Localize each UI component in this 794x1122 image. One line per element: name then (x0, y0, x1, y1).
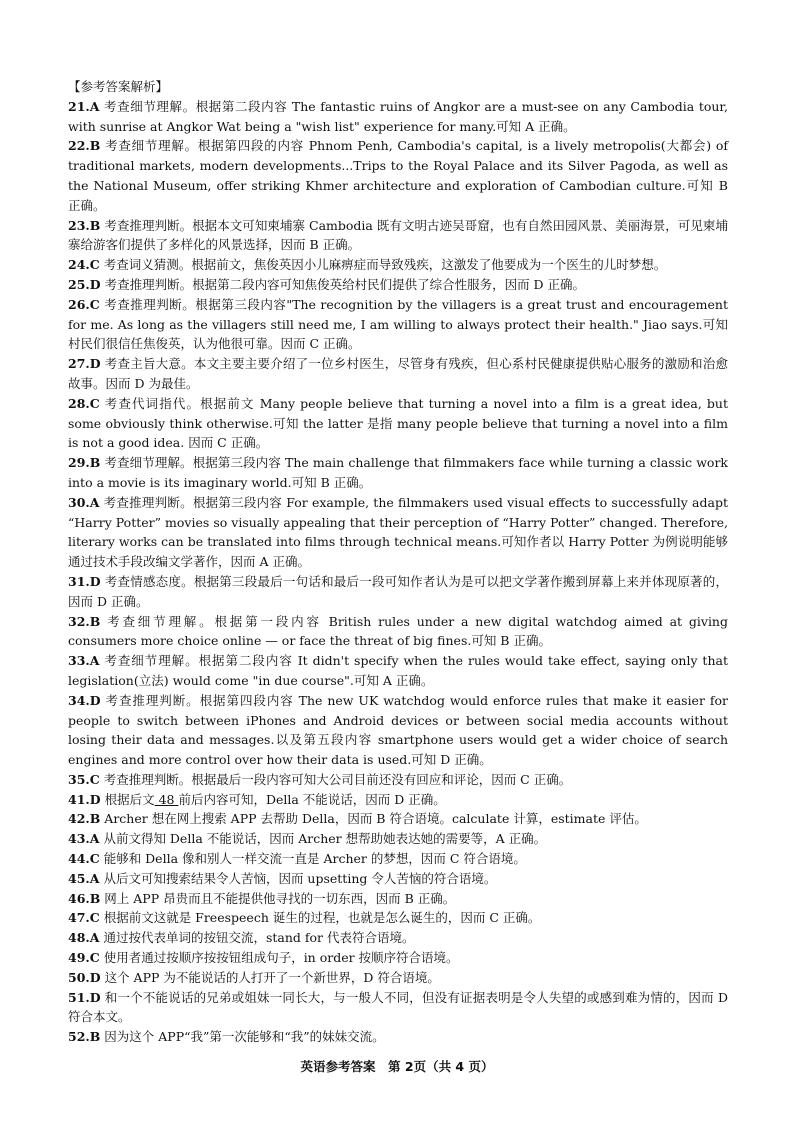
answer-item (68, 869, 728, 889)
page-footer: 英语参考答案 第 2页（共 4 页） (300, 1059, 494, 1074)
answer-text: 考查推理判断。根据最后一段内容可知大公司目前还没有回应和评论，因而 C 正确。 (103, 771, 572, 787)
answer-text: 根据后文 (104, 791, 155, 807)
answer-text: 考查推理判断。根据第四段内容 The new UK watchdog would enforce rules that make it easier for people to switch between iPhones and Android devices or between social media accounts without losing their data and messages.以及第五段内容 smartphone users would get a wider choice of search engines and more control over how their data is used.可知 D 正确。 (68, 692, 728, 768)
answer-text: 考查细节理解。根据第四段的内容 Phnom Penh, Cambodia's capital, is a lively metropolis(大都会) of traditional markets, modern developments...Trips to the Royal Palace and its Silver Pagoda, as well as the National Museum, offer striking Khmer architecture and exploration of Cambodian culture.可知 B 正确。 (68, 138, 728, 213)
answer-text: 考查词义猜测。根据前文，焦俊英因小儿麻痹症而导致残疾，这激发了他要成为一个医生的儿时梦想。 (103, 257, 667, 273)
answer-item (68, 849, 728, 869)
answer-text: 考查推理判断。根据第二段内容可知焦俊英给村民们提供了综合性服务，因而 D 正确。 (104, 276, 586, 292)
answer-number: 25.D (68, 276, 101, 292)
answer-item (68, 136, 728, 215)
answer-item (68, 612, 728, 652)
answer-text: 根据前文这就是 Freespeech 诞生的过程，也就是怎么诞生的，因而 C 正确。 (103, 910, 541, 926)
answer-number: 42.B (68, 811, 101, 827)
answer-number: 49.C (68, 950, 100, 966)
answer-text: 考查推理判断。根据第三段内容"The recognition by the villagers is a great trust and encouragement for me. As long as the villagers still need me, I am willing to always protect their health." Jiao says.可知村民们很信任焦俊英，认为他很可靠。因而 C 正确。 (68, 296, 729, 352)
answer-number: 41.D (68, 791, 101, 807)
answer-number: 51.D (68, 989, 101, 1005)
answer-number: 48.A (68, 930, 100, 946)
answer-item (68, 988, 728, 1028)
answer-text: 考查细节理解。根据第三段内容 The main challenge that filmmakers face while turning a classic work into a movie is its imaginary world.可知 B 正确。 (68, 455, 729, 490)
answer-number: 27.D (68, 356, 101, 372)
answer-text: 考查推理判断。根据第三段内容 For example, the filmmakers used visual effects to successfully adapt “Harry Potter” movies so visually appealing that their perception of “Harry Potter” changed. Therefore, literary works can be translated into films through technical means.可知作者以 Harry Potter 为例说明能够通过技术手段改编文学著作，因而 A 正确。 (68, 494, 728, 570)
answer-number: 44.C (68, 851, 100, 867)
answer-text: 从前文得知 Della 不能说话，因而 Archer 想帮助她表达她的需要等，A 正确。 (103, 831, 547, 847)
answer-item (68, 1027, 728, 1047)
answer-item (68, 691, 728, 770)
answer-item (68, 295, 728, 354)
answer-number: 23.B (68, 217, 101, 233)
answer-text: 考查细节理解。根据第一段内容 British rules under a new digital watchdog aimed at giving consumers more choice online — or face the threat of big fines.可知 B 正确。 (68, 613, 728, 649)
answer-text: 考查推理判断。根据本文可知柬埔寨 Cambodia 既有文明古迹吴哥窟，也有自然田园风景、美丽海景，可见柬埔寨给游客们提供了多样化的风景选择，因而 B 正确。 (68, 217, 728, 253)
answer-item (68, 572, 728, 612)
answer-text: 考查情感态度。根据第三段最后一句话和最后一段可知作者认为是可以把文学著作搬到屏幕上来并体现原著的，因而 D 正确。 (68, 573, 728, 609)
answer-number: 32.B (68, 613, 101, 629)
answer-page (68, 77, 728, 1047)
answer-item (68, 354, 728, 394)
answer-item (68, 394, 728, 453)
answer-item (68, 968, 728, 988)
answer-item (68, 651, 728, 691)
answer-number: 43.A (68, 831, 100, 847)
answer-text: 考查细节理解。根据第二段内容 It didn't specify when the rules would take effect, saying only that legislation(立法) would come "in due course".可知 A 正确。 (68, 653, 728, 688)
answer-item (68, 493, 728, 572)
answer-number: 29.B (68, 455, 101, 471)
answer-number: 24.C (68, 257, 100, 273)
answer-number: 26.C (68, 296, 100, 312)
answer-number: 47.C (68, 910, 100, 926)
answer-number: 34.D (68, 692, 101, 708)
answer-text: 和一个不能说话的兄弟或姐妹一同长大，与一般人不同，但没有证据表明是令人失望的或感到难为情的，因而 D 符合本文。 (68, 989, 728, 1025)
answer-number: 28.C (68, 395, 100, 411)
answer-text: 这个 APP 为不能说话的人打开了一个新世界，D 符合语境。 (104, 969, 440, 985)
answer-text: 考查代词指代。根据前文 Many people believe that turning a novel into a film is a great idea, but some obviously think otherwise.可知 the latter 是指 many people believe that turning a novel into a film is not a good idea. 因而 C 正确。 (68, 395, 728, 451)
answer-number: 35.C (68, 771, 100, 787)
answer-number: 31.D (68, 573, 101, 589)
answer-text: 前后内容可知，Della 不能说话，因而 D 正确。 (178, 791, 446, 807)
answer-text: 通过按代表单词的按钮交流，stand for 代表符合语境。 (103, 930, 415, 946)
answer-item (68, 790, 728, 810)
answer-number: 45.A (68, 870, 100, 886)
answer-text: 使用者通过按顺序按按钮组成句子，in order 按顺序符合语境。 (103, 950, 459, 966)
answer-text: 从后文可知搜索结果令人苦恼，因而 upsetting 令人苦恼的符合语境。 (103, 870, 497, 886)
answer-number: 21.A (68, 98, 100, 114)
answer-item (68, 889, 728, 909)
answer-item (68, 770, 728, 790)
answer-number: 52.B (68, 1029, 101, 1045)
answer-text: Archer 想在网上搜索 APP 去帮助 Della，因而 B 符合语境。calculate 计算，estimate 评估。 (104, 811, 647, 827)
answer-number: 46.B (68, 890, 101, 906)
answer-text: 因为这个 APP“我”第一次能够和“我”的妹妹交流。 (104, 1029, 385, 1045)
underlined-blank: 48 (154, 791, 179, 807)
answer-text: 能够和 Della 像和别人一样交流一直是 Archer 的梦想，因而 C 符合语境。 (103, 851, 526, 867)
answer-item (68, 275, 728, 295)
answer-text: 考查主旨大意。本文主要主要介绍了一位乡村医生，尽管身有残疾，但心系村民健康提供贴心服务的激励和治愈故事。因而 D 为最佳。 (68, 356, 728, 391)
answer-number: 30.A (68, 494, 100, 510)
answer-text: 考查细节理解。根据第二段内容 The fantastic ruins of Angkor are a must-see on any Cambodia tour, with sunrise at Angkor Wat being a "wish list" experience for many.可知 A 正确。 (68, 98, 728, 134)
answer-number: 50.D (68, 969, 101, 985)
answer-item (68, 829, 728, 849)
answer-item (68, 216, 728, 256)
answer-item (68, 908, 728, 928)
answer-text: 网上 APP 昂贵而且不能提供他寻找的一切东西，因而 B 正确。 (104, 890, 456, 906)
answer-number: 22.B (68, 138, 101, 154)
answer-item (68, 255, 728, 275)
answer-item (68, 453, 728, 493)
answer-number: 33.A (68, 653, 100, 669)
section-heading: 【参考答案解析】 (68, 79, 169, 94)
answer-list (68, 97, 728, 1047)
answer-item (68, 809, 728, 829)
answer-item (68, 928, 728, 948)
answer-item (68, 948, 728, 968)
answer-item (68, 97, 728, 137)
